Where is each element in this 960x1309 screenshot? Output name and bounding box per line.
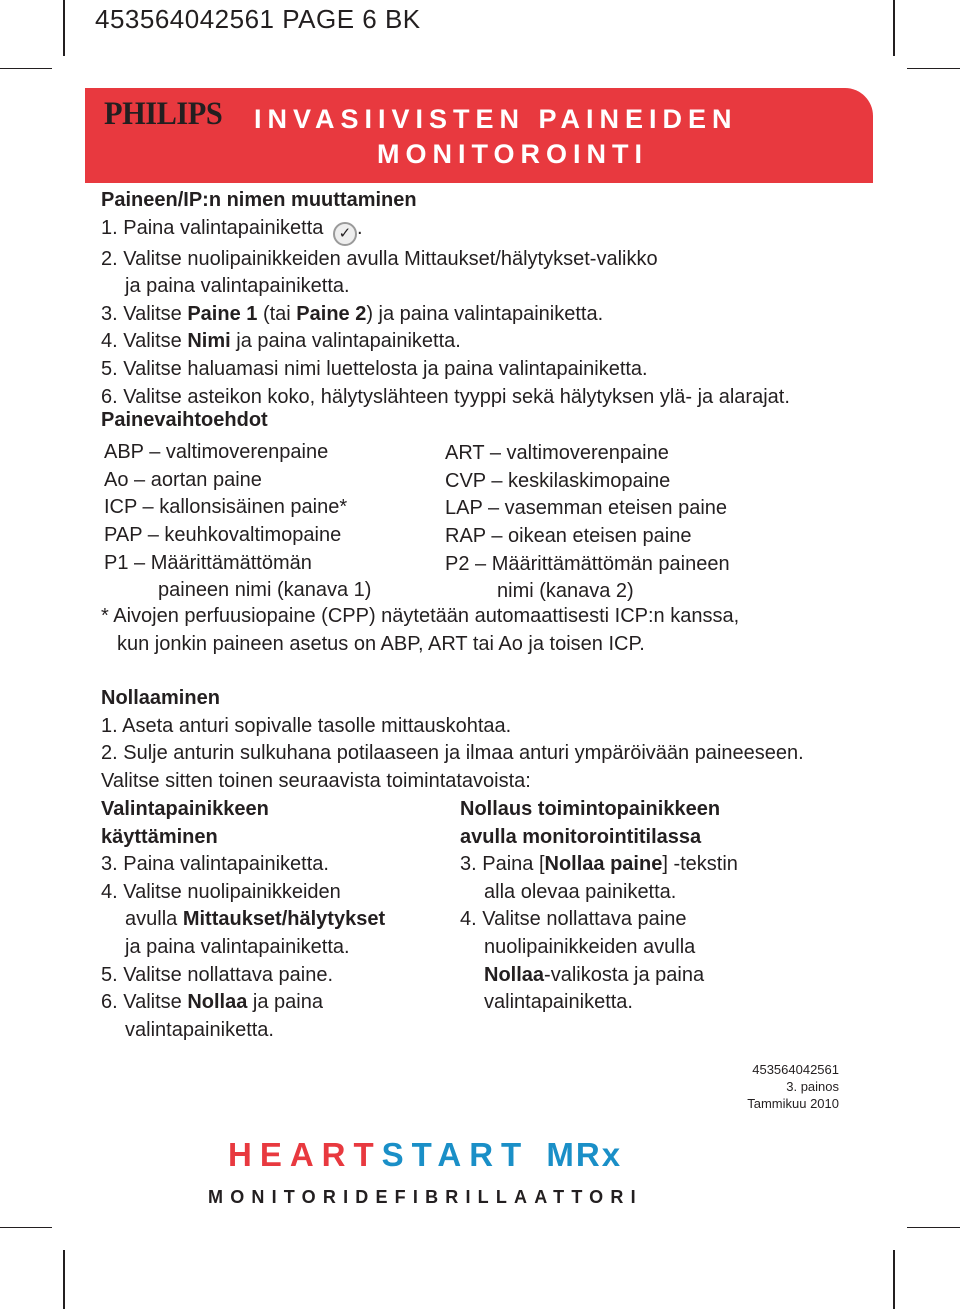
step-text: 3. Valitse — [101, 302, 188, 325]
select-button-heading-cont: käyttäminen — [101, 825, 218, 848]
step-text: ja paina — [247, 991, 323, 1014]
brand-word-mrx: MRx — [546, 1136, 623, 1173]
crop-mark — [893, 0, 895, 56]
edition: 3. painos — [786, 1079, 839, 1094]
option-icp: ICP – kallonsisäinen paine* — [104, 496, 348, 518]
crop-mark — [63, 0, 65, 56]
step-text: 3. Paina [ — [460, 853, 545, 876]
publication-info — [747, 1061, 839, 1112]
rename-step-2-cont: ja paina valintapainiketta. — [125, 275, 350, 298]
crop-mark — [907, 68, 960, 69]
left-step-4-cont — [101, 906, 385, 934]
crop-mark — [0, 1227, 52, 1228]
cpp-footnote: * Aivojen perfuusiopaine (CPP) näytetään automaattisesti ICP:n kanssa, — [101, 605, 740, 627]
crop-mark — [0, 68, 52, 69]
rename-step-3 — [101, 301, 790, 329]
brand-word-heart: HEART — [228, 1136, 382, 1173]
option-p1: P1 – Määrittämättömän — [104, 552, 312, 574]
step-text: ] -tekstin — [662, 853, 738, 876]
job-header: 453564042561 PAGE 6 BK — [95, 4, 421, 34]
right-step-4-cont3: valintapainiketta. — [484, 991, 633, 1014]
step-text: avulla — [125, 908, 183, 931]
banner-title-line1: INVASIIVISTEN PAINEIDEN — [254, 104, 738, 134]
menu-term: Paine 1 — [187, 302, 258, 325]
left-step-5: 5. Valitse nollattava paine. — [101, 963, 334, 986]
step-text: 1. Paina valintapainiketta — [101, 216, 329, 239]
right-step-4: 4. Valitse nollattava paine — [460, 908, 687, 931]
option-ao: Ao – aortan paine — [104, 469, 262, 491]
check-button-icon: ✓ — [333, 222, 357, 246]
rename-step-4 — [101, 328, 790, 356]
crop-mark — [907, 1227, 960, 1228]
rename-heading: Paineen/IP:n nimen muuttaminen — [101, 189, 417, 211]
philips-logo: PHILIPS — [104, 96, 223, 132]
left-step-4: 4. Valitse nuolipainikkeiden — [101, 880, 341, 903]
right-step-3-cont: alla olevaa painiketta. — [484, 880, 677, 903]
rename-step-5: 5. Valitse haluamasi nimi luettelosta ja paina valintapainiketta. — [101, 357, 648, 380]
zero-section — [101, 685, 804, 795]
zero-step-1: 1. Aseta anturi sopivalle tasolle mittauskohtaa. — [101, 714, 512, 737]
left-step-4-cont2: ja paina valintapainiketta. — [125, 935, 350, 958]
zero-step-2: 2. Sulje anturin sulkuhana potilaaseen ja ilmaa anturi ympäröivään paineeseen. — [101, 742, 804, 765]
zero-heading: Nollaaminen — [101, 687, 220, 709]
option-p2-cont: nimi (kanava 2) — [497, 580, 634, 602]
rename-step-1 — [101, 215, 790, 246]
right-step-4-cont2 — [460, 962, 738, 990]
zero-softkey-column — [460, 796, 738, 1017]
heartstart-logo — [228, 1136, 622, 1174]
menu-term: Paine 2 — [296, 302, 367, 325]
right-step-4-cont: nuolipainikkeiden avulla — [484, 935, 696, 958]
step-text: ja paina valintapainiketta. — [230, 330, 461, 353]
option-lap: LAP – vasemman eteisen paine — [445, 497, 728, 519]
left-step-6 — [101, 989, 385, 1017]
rename-step-6: 6. Valitse asteikon koko, hälytyslähteen tyyppi sekä hälytyksen ylä- ja alarajat. — [101, 385, 790, 408]
option-art: ART – valtimoverenpaine — [445, 442, 669, 464]
right-step-3 — [460, 851, 738, 879]
part-number: 453564042561 — [752, 1062, 839, 1077]
menu-term: Nimi — [187, 330, 231, 353]
option-rap: RAP – oikean eteisen paine — [445, 525, 692, 547]
left-step-3: 3. Paina valintapainiketta. — [101, 853, 329, 876]
rename-step-2: 2. Valitse nuolipainikkeiden avulla Mittaukset/hälytykset-valikko — [101, 247, 658, 270]
menu-term: Mittaukset/hälytykset — [182, 908, 386, 931]
step-text: (tai — [257, 302, 297, 325]
publication-date: Tammikuu 2010 — [747, 1096, 839, 1111]
left-step-6-cont: valintapainiketta. — [125, 1018, 274, 1041]
brand-subtitle: MONITORIDEFIBRILLAATTORI — [208, 1187, 643, 1207]
menu-term: Nollaa — [484, 963, 545, 986]
step-text: 4. Valitse — [101, 330, 188, 353]
brand-word-start: START — [381, 1136, 530, 1173]
zero-choose: Valitse sitten toinen seuraavista toimintatavoista: — [101, 769, 531, 792]
step-text: -valikosta ja paina — [544, 963, 705, 986]
option-cvp: CVP – keskilaskimopaine — [445, 470, 671, 492]
options-heading: Painevaihtoehdot — [101, 409, 268, 431]
banner-title-line2: MONITOROINTI — [377, 139, 648, 169]
option-p1-cont: paineen nimi (kanava 1) — [158, 579, 372, 601]
option-pap: PAP – keuhkovaltimopaine — [104, 524, 342, 546]
crop-mark — [63, 1250, 65, 1309]
rename-section — [101, 187, 790, 411]
step-text: 6. Valitse — [101, 991, 188, 1014]
crop-mark — [893, 1250, 895, 1309]
softkey-heading: Nollaus toimintopainikkeen — [460, 798, 721, 820]
softkey-heading-cont: avulla monitorointitilassa — [460, 825, 702, 848]
cpp-footnote-cont: kun jonkin paineen asetus on ABP, ART tai Ao ja toisen ICP. — [117, 633, 645, 655]
step-text-end: . — [356, 216, 363, 239]
option-p2: P2 – Määrittämättömän paineen — [445, 553, 730, 575]
zero-select-button-column — [101, 796, 385, 1044]
step-text: ) ja paina valintapainiketta. — [366, 302, 604, 325]
select-button-heading: Valintapainikkeen — [101, 798, 269, 820]
menu-term: Nollaa — [187, 991, 248, 1014]
menu-term: Nollaa paine — [544, 853, 663, 876]
option-abp: ABP – valtimoverenpaine — [104, 441, 329, 463]
